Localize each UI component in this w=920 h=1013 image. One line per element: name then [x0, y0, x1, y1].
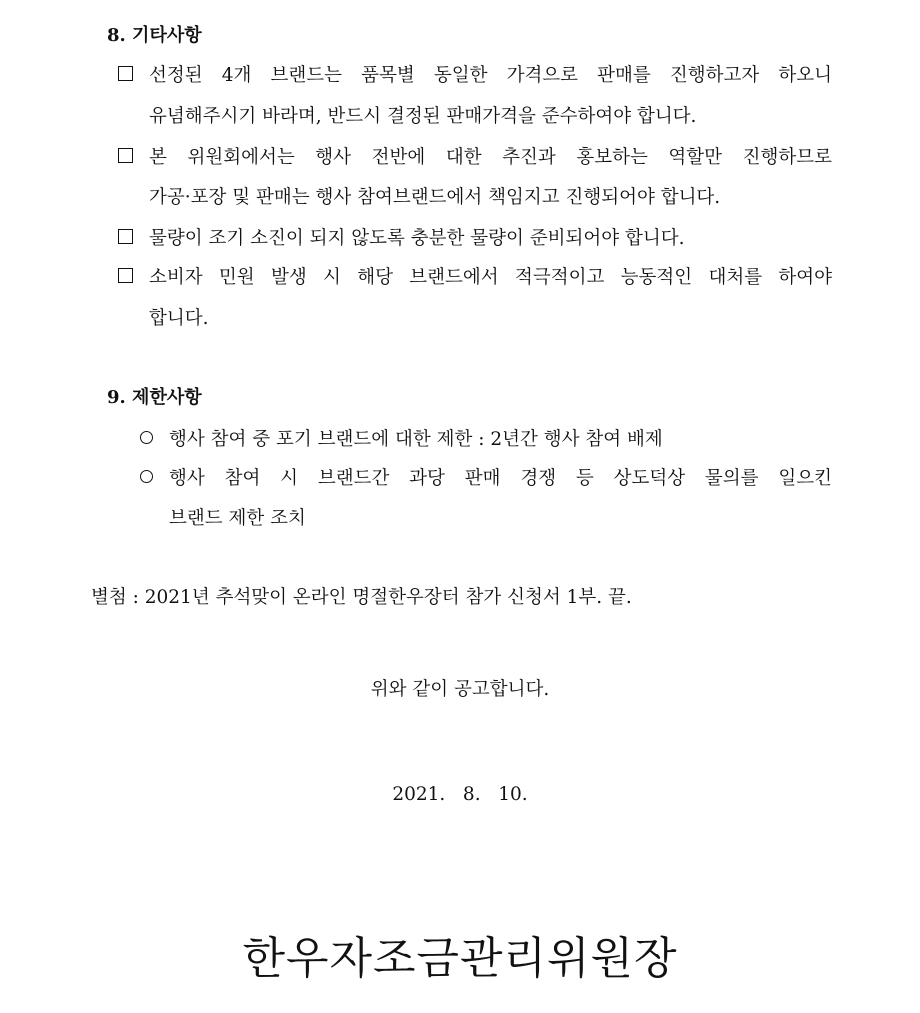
checkbox-icon	[118, 229, 133, 244]
issuer-title: 한우자조금관리위원장	[242, 933, 678, 984]
section-8-item-2-line-2: 가공·포장 및 판매는 행사 참여브랜드에서 책임지고 진행되어야 합니다.	[149, 187, 721, 208]
checkbox-icon	[118, 148, 133, 163]
notice-date: 2021. 8. 10.	[392, 784, 528, 805]
section-8-item-4-line-2: 합니다.	[149, 308, 209, 329]
section-8-item-4-line-1: 소비자 민원 발생 시 해당 브랜드에서 적극적이고 능동적인 대처를 하여야	[149, 267, 832, 288]
section-9-item-2-line-1: 행사 참여 시 브랜드간 과당 판매 경쟁 등 상도덕상 물의를 일으킨	[169, 468, 832, 489]
checkbox-icon	[118, 66, 133, 81]
section-9-item-2-line-2: 브랜드 제한 조치	[169, 508, 306, 529]
section-8-item-1-line-1: 선정된 4개 브랜드는 품목별 동일한 가격으로 판매를 진행하고자 하오니	[149, 65, 832, 86]
section-8-item-3-line-1: 물량이 조기 소진이 되지 않도록 충분한 물량이 준비되어야 합니다.	[149, 228, 685, 249]
section-8-item-2-line-1: 본 위원회에서는 행사 전반에 대한 추진과 홍보하는 역할만 진행하므로	[149, 147, 832, 168]
circle-bullet-icon	[140, 431, 153, 444]
checkbox-icon	[118, 268, 133, 283]
section-9-item-1-line-1: 행사 참여 중 포기 브랜드에 대한 제한 : 2년간 행사 참여 배제	[169, 429, 663, 450]
notice-text: 위와 같이 공고합니다.	[370, 679, 550, 700]
circle-bullet-icon	[140, 470, 153, 483]
section-8-item-1-line-2: 유념해주시기 바라며, 반드시 결정된 판매가격을 준수하여야 합니다.	[149, 106, 697, 127]
section-8-heading: 8. 기타사항	[107, 25, 202, 46]
attachment-note: 별첨 : 2021년 추석맞이 온라인 명절한우장터 참가 신청서 1부. 끝.	[91, 587, 632, 608]
section-9-heading: 9. 제한사항	[107, 387, 202, 408]
